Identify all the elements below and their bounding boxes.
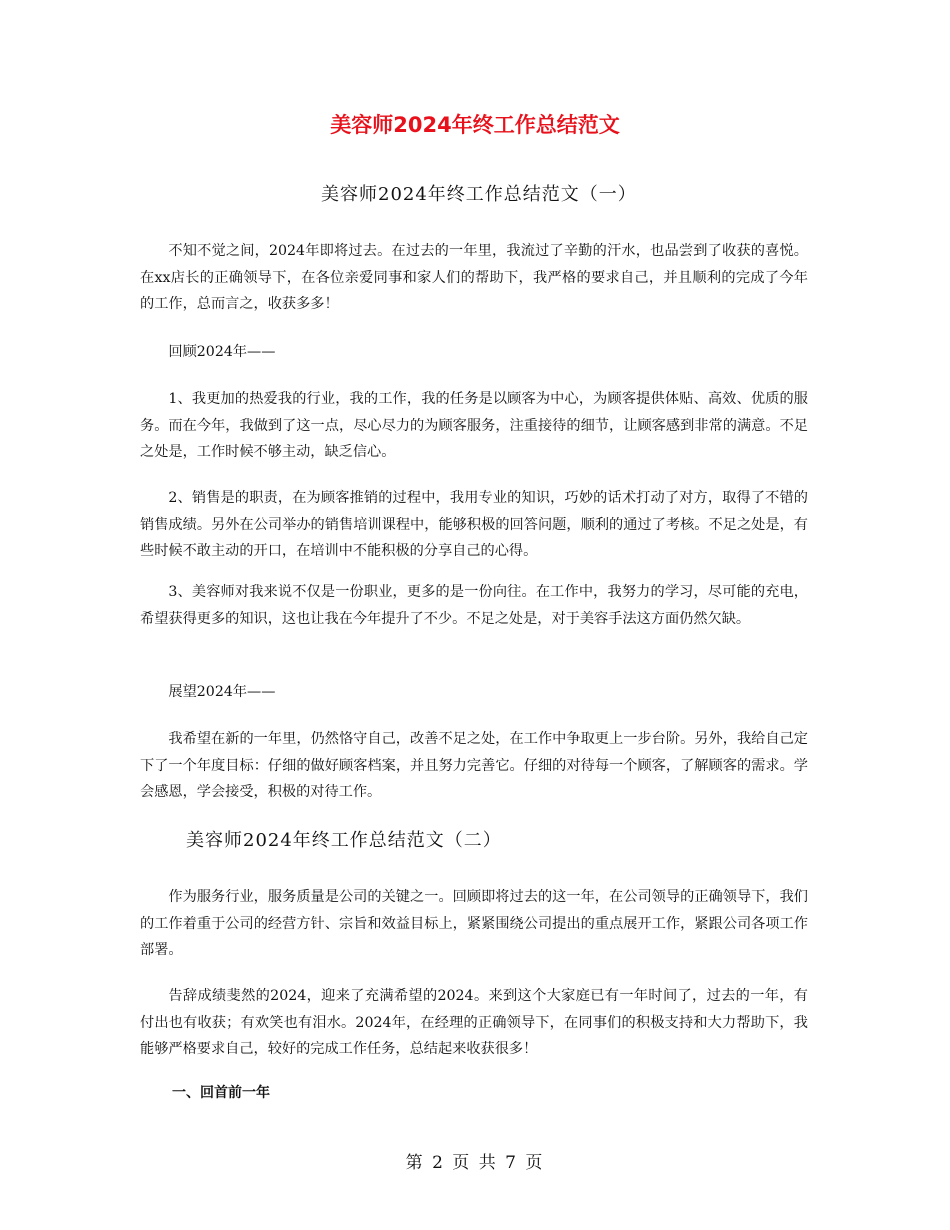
section-heading-1: 美容师2024年终工作总结范文（一） xyxy=(321,184,637,205)
paragraph: 我希望在新的一年里，仍然恪守自己，改善不足之处，在工作中争取更上一步台阶。另外，我给自己定下了一个年度目标：仔细的做好顾客档案，并且努力完善它。仔细的对待每一个顾客，了解顾客的需求。学会感恩，学会接受，积极的对待工作。 xyxy=(140,731,808,800)
paragraph: 不知不觉之间，2024年即将过去。在过去的一年里，我流过了辛勤的汗水，也品尝到了收获的喜悦。在xx店长的正确领导下，在各位亲爱同事和家人们的帮助下，我严格的要求自己，并且顺利的完成了今年的工作，总而言之，收获多多！ xyxy=(140,243,808,312)
paragraph: 1、我更加的热爱我的行业，我的工作，我的任务是以顾客为中心，为顾客提供体贴、高效、优质的服务。而在今年，我做到了这一点，尽心尽力的为顾客服务，注重接待的细节，让顾客感到非常的满意。不足之处是，工作时候不够主动，缺乏信心。 xyxy=(140,391,808,460)
paragraph-outlook-label: 展望2024年—— xyxy=(168,684,276,700)
paragraph: 2、销售是的职责，在为顾客推销的过程中，我用专业的知识，巧妙的话术打动了对方，取得了不错的销售成绩。另外在公司举办的销售培训课程中，能够积极的回答问题，顺利的通过了考核。不足之处是，有些时候不敢主动的开口，在培训中不能积极的分享自己的心得。 xyxy=(140,490,808,559)
paragraph-review-label: 回顾2024年—— xyxy=(168,344,276,360)
paragraph: 3、美容师对我来说不仅是一份职业，更多的是一份向往。在工作中，我努力的学习，尽可能的充电，希望获得更多的知识，这也让我在今年提升了不少。不足之处是，对于美容手法这方面仍然欠缺。 xyxy=(140,584,808,627)
document-title: 美容师2024年终工作总结范文 xyxy=(330,113,620,137)
subheading-look-back: 一、回首前一年 xyxy=(172,1085,270,1101)
paragraph: 告辞成绩斐然的2024，迎来了充满希望的2024。来到这个大家庭已有一年时间了，过去的一年，有付出也有收获；有欢笑也有泪水。2024年，在经理的正确领导下，在同事们的积极支持和大力帮助下，我能够严格要求自己，较好的完成工作任务，总结起来收获很多！ xyxy=(140,988,808,1057)
page-number-footer: 第 2 页 共 7 页 xyxy=(405,1153,545,1173)
paragraph: 作为服务行业，服务质量是公司的关键之一。回顾即将过去的这一年，在公司领导的正确领导下，我们的工作着重于公司的经营方针、宗旨和效益目标上，紧紧围绕公司提出的重点展开工作，紧跟公司各项工作部署。 xyxy=(140,889,808,958)
section-heading-2: 美容师2024年终工作总结范文（二） xyxy=(186,830,502,851)
